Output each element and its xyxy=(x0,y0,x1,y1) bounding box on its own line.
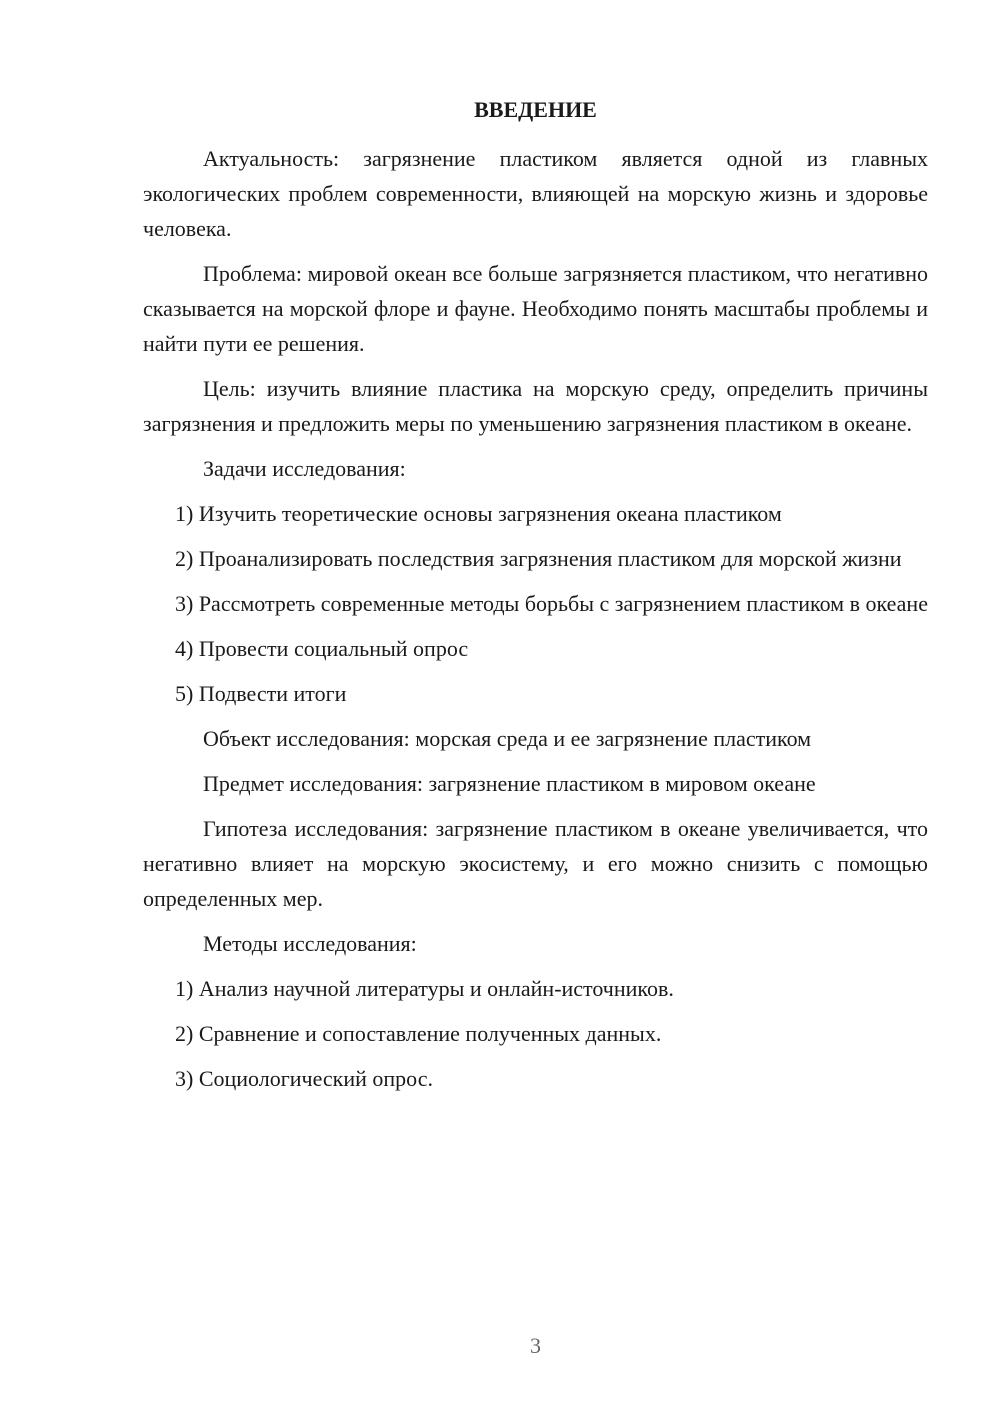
list-item-method-2: 2) Сравнение и сопоставление полученных данных. xyxy=(175,1021,662,1046)
paragraph-hypothesis: Гипотеза исследования: загрязнение пластиком в океане увеличивается, что негативно влияет на морскую экосистему, и его можно снизить с помощью определенных мер. xyxy=(143,816,928,911)
document-body xyxy=(143,141,928,1106)
paragraph-goal: Цель: изучить влияние пластика на морскую среду, определить причины загрязнения и предложить меры по уменьшению загрязнения пластиком в океане. xyxy=(143,376,928,436)
list-item-task-5: 5) Подвести итоги xyxy=(175,681,347,706)
paragraph-object: Объект исследования: морская среда и ее загрязнение пластиком xyxy=(203,726,812,751)
paragraph-tasks-heading: Задачи исследования: xyxy=(203,456,406,481)
paragraph-subject: Предмет исследования: загрязнение пластиком в мировом океане xyxy=(203,771,816,796)
list-item-task-1: 1) Изучить теоретические основы загрязнения океана пластиком xyxy=(175,501,782,526)
list-item-method-1: 1) Анализ научной литературы и онлайн-источников. xyxy=(175,976,674,1001)
paragraph-relevance: Актуальность: загрязнение пластиком является одной из главных экологических проблем современности, влияющей на морскую жизнь и здоровье человека. xyxy=(143,146,928,241)
document-page xyxy=(143,0,928,1414)
page-number: 3 xyxy=(530,1333,541,1358)
list-item-task-2: 2) Проанализировать последствия загрязнения пластиком для морской жизни xyxy=(175,546,902,571)
list-item-task-4: 4) Провести социальный опрос xyxy=(175,636,469,661)
paragraph-problem: Проблема: мировой океан все больше загрязняется пластиком, что негативно сказывается на морской флоре и фауне. Необходимо понять масштабы проблемы и найти пути ее решения. xyxy=(143,261,928,356)
paragraph-methods-heading: Методы исследования: xyxy=(203,931,417,956)
list-item-method-3: 3) Социологический опрос. xyxy=(175,1066,433,1091)
list-item-task-3: 3) Рассмотреть современные методы борьбы с загрязнением пластиком в океане xyxy=(175,591,928,616)
page-title: ВВЕДЕНИЕ xyxy=(474,97,597,122)
